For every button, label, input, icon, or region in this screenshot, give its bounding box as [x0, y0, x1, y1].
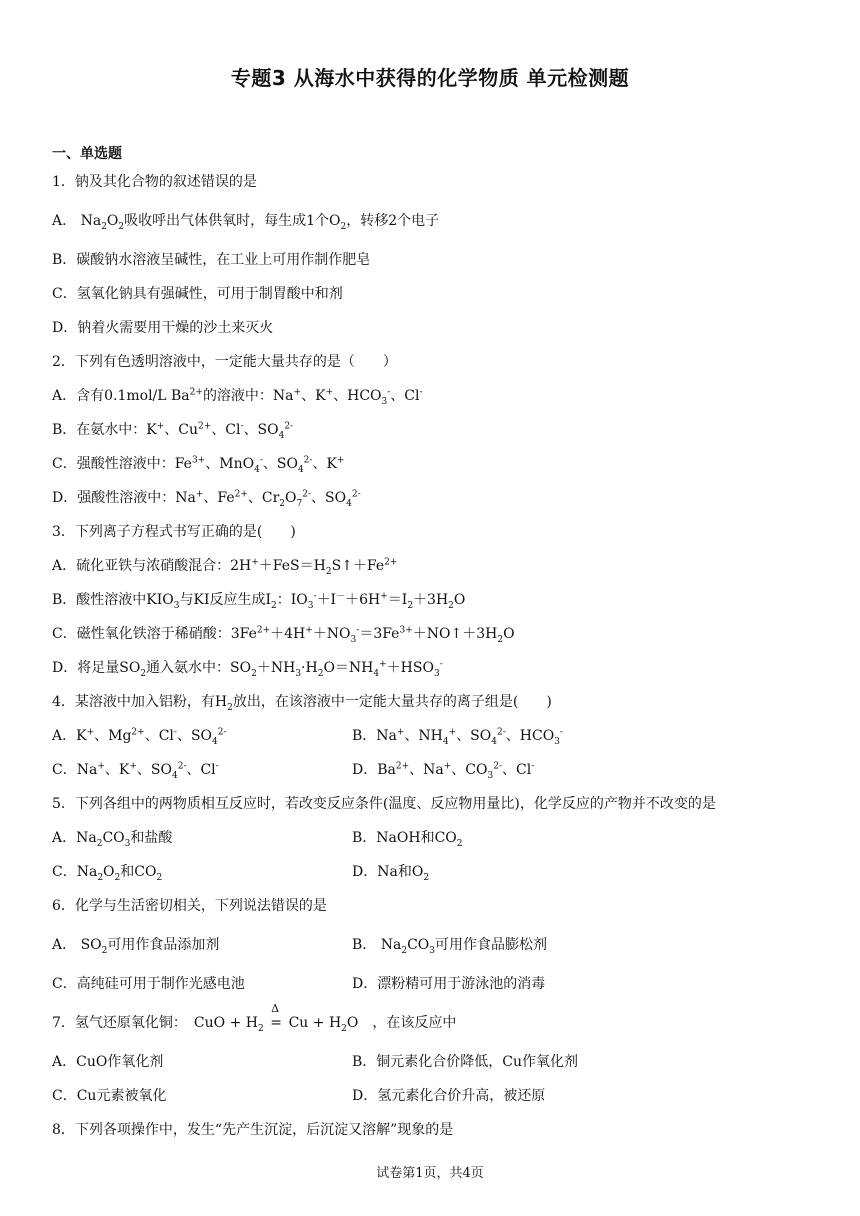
q1-option-d: D．钠着火需要用干燥的沙土来灭火 [52, 320, 274, 336]
q1-option-b: B．碳酸钠水溶液呈碱性，在工业上可用作制作肥皂 [52, 252, 371, 268]
q3-option-d: D．将足量$SO_2$通入氨水中：$SO_2+NH_3\cdot H_2O=NH_4^++HSO_3^-$ [52, 659, 443, 679]
page-title: 专题3 从海水中获得的化学物质 单元检测题 [230, 66, 630, 90]
q2-option-d: D．强酸性溶液中：Na+、$Fe^{2+}$、$Cr_2O_7^{2-}$、$SO_4^{2-}$ [52, 489, 361, 509]
question-4-stem: 4．某溶液中加入铝粉，有$H_2$放出，在该溶液中一定能大量共存的离子组是( ) [52, 694, 552, 713]
q5-option-b: B．NaOH和$CO_2$ [352, 830, 463, 849]
q7-option-a: A．CuO作氧化剂 [52, 1054, 164, 1070]
q4-option-b: B．Na+、$NH_4^+$、$SO_4^{2-}$、$HCO_3^-$ [352, 727, 563, 747]
q5-option-d: D．Na和$O_2$ [352, 864, 430, 883]
page-footer: 试卷第1页，共4页 [376, 1166, 484, 1181]
q7-option-b: B．铜元素化合价降低，Cu作氧化剂 [352, 1054, 579, 1070]
q2-option-a: A．含有0.1mol/L $Ba^{2+}$的溶液中：Na+、K+、$HCO_3^-$、Cl- [52, 387, 423, 407]
heat-condition-symbol: Δ = [270, 1002, 282, 1031]
q6-option-a: A． $SO_2$可用作食品添加剂 [52, 937, 220, 956]
question-3-stem: 3．下列离子方程式书写正确的是( ) [52, 524, 296, 540]
q3-option-a: A．硫化亚铁与浓硝酸混合：$2H^++FeS=H_2S↑+Fe^{2+}$ [52, 557, 398, 577]
q2-option-c: C．强酸性溶液中：$Fe^{3+}$、MnO$_4$-、$SO_4^{2-}$、K+ [52, 455, 345, 475]
q3-option-b: B．酸性溶液中$KIO_3$与KI反应生成$I_2$：$IO_3^-+I^-+6H^+=I_2+3H_2O$ [52, 591, 466, 611]
q1-option-c: C．氢氧化钠具有强碱性，可用于制胃酸中和剂 [52, 286, 343, 302]
q3-option-c: C．磁性氧化铁溶于稀硝酸：$3Fe^{2+}+4H^++NO_3^-=3Fe^{3+}+NO↑+3H_2O$ [52, 625, 515, 645]
q4-option-c: C．Na+、K+、$SO_4^{2-}$、Cl- [52, 761, 219, 781]
q6-option-c: C．高纯硅可用于制作光感电池 [52, 976, 245, 992]
q1-option-a: A． $Na_2O_2$吸收呼出气体供氧时，每生成1个$O_2$，转移2个电子 [52, 213, 440, 232]
q2-option-b: B．在氨水中：K+、$Cu^{2+}$、Cl-、$SO_4^{2-}$ [52, 421, 294, 441]
question-6-stem: 6．化学与生活密切相关，下列说法错误的是 [52, 898, 327, 914]
q6-option-b: B． $Na_2CO_3$可用作食品膨松剂 [352, 937, 548, 956]
q4-option-d: D．$Ba^{2+}$、Na+、$CO_3^{2-}$、Cl- [352, 761, 535, 781]
question-2-stem: 2．下列有色透明溶液中，一定能大量共存的是（ ） [52, 354, 397, 370]
q5-option-c: C．$Na_2O_2$和$CO_2$ [52, 864, 163, 883]
question-1-stem: 1．钠及其化合物的叙述错误的是 [52, 174, 257, 190]
question-5-stem: 5．下列各组中的两物质相互反应时，若改变反应条件(温度、反应物用量比)，化学反应的产物并不改变的是 [52, 796, 716, 812]
q7-option-c: C．Cu元素被氧化 [52, 1088, 167, 1104]
q6-option-d: D．漂粉精可用于游泳池的消毒 [352, 976, 546, 992]
q4-option-a: A．K+、$Mg^{2+}$、Cl-、$SO_4^{2-}$ [52, 727, 227, 747]
question-7-stem: 7．氢气还原氧化铜： CuO + $H_2$ Δ = $Cu + H_2O$ ，在该反应中 [52, 1002, 457, 1034]
q7-option-d: D．氢元素化合价升高，被还原 [352, 1088, 546, 1104]
section-heading: 一、单选题 [52, 146, 122, 162]
question-8-stem: 8．下列各项操作中，发生“先产生沉淀，后沉淀又溶解”现象的是 [52, 1122, 454, 1138]
q5-option-a: A．$Na_2CO_3$和盐酸 [52, 830, 173, 849]
